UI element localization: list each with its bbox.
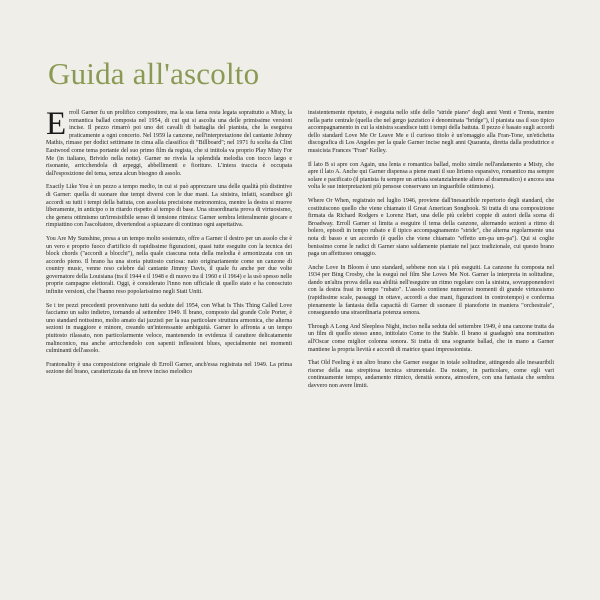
paragraph: [46, 303, 292, 356]
paragraph: [46, 184, 292, 230]
drop-cap: E: [46, 106, 67, 142]
text-columns: [46, 106, 554, 391]
paragraph: [308, 324, 554, 354]
paragraph-text: rroll Garner fu un prolifico compositore, ma la sua fama resta legata soprattutto a Misty, la romantica ballad composta nel 1954, di cui qui si ascolta una delle primissime versioni incise. Il pezzo rimarrò poi uno dei cavalli di battaglia del pianista, che la eseguiva praticamente a ogni concerto. Nel 1959 la canzone, nell'interpretazione del cantante Johnny Mathis, rimase per dodici settimane in cima alla classifica di "Billboard"; nel 1971 fu scelta da Clint Eastwood come tema portante del suo primo film da regista, che si intitola va proprio Play Misty For Me (in italiano, Brivido nella notte). Garner ne rivela la splendida melodia con tocco largo e risonante, arricchendola di arpeggi, abbellimenti e fioriture. L'intera traccia è occupata dall'esposizione del tema, senza alcun bisogno di assolo.: [46, 110, 292, 177]
paragraph: [46, 236, 292, 297]
paragraph: [308, 265, 554, 318]
paragraph-text: That Old Feeling è un altro brano che Garner esegue in totale solitudine, attingendo alle inesauribili risorse della sua strepitosa tecnica strumentale. Da notare, in particolare, come egli vari continuamente tempo, andamento ritmico, densità sonora, atmosfere, con una fantasia che sembra davvero non avere limiti.: [308, 360, 554, 389]
paragraph: [308, 110, 554, 156]
paragraph-text: insistentemente ripetuto, è eseguita nello stile dello "stride piano" degli anni Venti e Trenta, mentre nella parte centrale (quella che nel gergo jazzistico è denominata "bridge"), il pianista usa il suo tipico accompagnamento in cui la sinistra scandisce tutti i tempi della battuta. Il pezzo è basato sugli accordi dello standard Love Me Or Leave Me e il curioso titolo è un'omaggio alla Fran-Tone, un'etichetta discografica di Los Angeles per la quale Garner incise negli anni Quaranta, diretta dalla produttrice e musicista Frances "Fran" Kelley.: [308, 110, 554, 154]
paragraph-intro: [46, 106, 292, 178]
paragraph-text: Exactly Like You è un pezzo a tempo medio, in cui si può apprezzare una delle qualità più distintive di Garner: quella di suonare due tempi diversi con le due mani. La sinistra, infatti, scandisce gli accordi su tutti i tempi della battuta, con assoluta precisione metronomica, mentre la destra si muove liberamente, in anticipo o in ritardo rispetto al tempo di base. Una straordinaria prova di virtuosismo, che genera ottimismo un'irresistibile senso di tensione ritmica: Garner sembra letteralmente giocare e rimpiattino con l'ascoltatore, divertendosi a spiazzare di continuo ogni aspettativa.: [46, 184, 292, 229]
paragraph: [308, 162, 554, 192]
paragraph-text: Se i tre pezzi precedenti provenivano tutti da sedute del 1954, con What Is This Thing Called Love facciamo un salto indietro, tornando al settembre 1949. Il brano, composto dal grande Cole Porter, è uno standard notissimo, molto amato dai jazzisti per la sua particolare struttura armonica, che alterna sezioni in maggiore e minore, creando un'interessante ambiguità. Garner lo affronta a un tempo piuttosto rilassato, non particolarmente veloce, mantenendo in evidenza il carattere delicatamente malinconico, ma anche arricchendolo con sapenti inflessioni blues, specialmente nei momenti culminanti dell'assolo.: [46, 302, 292, 355]
paragraph-text: Frantonality è una composizione originale di Erroll Garner, anch'essa registrata nel 1949. La prima sezione del brano, caratterizzata da un breve inciso melodico: [46, 361, 292, 376]
right-column: [308, 110, 554, 391]
left-column: [46, 106, 292, 377]
paragraph-text: Anche Love In Bloom è uno standard, sebbene non sia i più eseguiti. La canzone fu composta nel 1934 per Bing Crosby, che la eseguì nel film She Loves Me Not. Garner la interpreta in solitudine, dando un'altra prova della sua abilità nell'eseguire un ritmo regolare con la sinistra, sovrapponendovi con la destra frasi in tempo "rubato". L'assolo contiene numerosi momenti di grande virtuosismo (rapidissime scale, passaggi in ottave, accordi a due mani, figurazioni in controtempo) e conferma pienamente la fantasia della capacità di Garner di suonare il pianoforte in maniera "orchestrale", conseguendo una straordinaria potenza sonora.: [308, 264, 554, 317]
paragraph: [46, 362, 292, 377]
paragraph: [308, 360, 554, 390]
paragraph-text: Through A Long And Sleepless Night, inciso nella seduta del settembre 1949, è una canzone tratta da un film di quello stesso anno, intitolato Come to the Stable. Il brano si guadagnò una nomination all'Oscar come miglior colonna sonora. Si tratta di una sognante ballad, che in mano a Garner mantiene la propria lievità e accordi di matrice quasi impressionista.: [308, 323, 554, 353]
paragraph-text: Il lato B si apre con Again, una lenta e romantica ballad, molto simile nell'andamento a Misty, che apre il lato A. Anche qui Garner dispensa a piene mani il suo lirismo espansivo, romantico ma sempre solare e pacificato (il pianista fu sempre un artista sostanzialmente alieno al drammatico) e ancora una volta le sue interpretazioni più pensose conservano un inguaribile ottimismo).: [308, 161, 554, 191]
paragraph-text: You Are My Sunshine, presa a un tempo molto sostenuto, offre a Garner il destro per un assolo che è un vero e proprio fuoco d'artificio di rapidissime figurazioni, quasi tutte eseguite con la tecnica dei block chords ("accordi a blocchi"), nella quale ciascuna nota della melodia è armonizzata con un accordo pieno. Il brano ha una storia piuttosto curiosa: nato originariamente come un canzone di country music, venne reso celebre dal cantante Jimmy Davis, il quale fu anche per due volte governatore della Louisiana (tra il 1944 e il 1948 e di nuovo tra il 1960 e il 1964) e la usò spesso nelle proprie campagne elettorali. Oggi, è considerato l'inno non ufficiale di quello stato e ha conosciuto infinite versioni, che l'hanno reso popolarissimo negli Stati Uniti.: [46, 235, 292, 296]
page-title: Guida all'ascolto: [48, 56, 260, 91]
paragraph-text: Where Or When, registrato nel luglio 1946, proviene dall'inesauribile repertorio degli standard, che costituiscono quello che viene chiamato il Great American Songbook. Si tratta di una composizione firmata da Richard Rodgers e Lorenz Hart, una delle più celebri coppie di autori della scena di Broadway. Erroll Garner si limita a eseguire il tema della canzone, alternando sezioni a ritmo di bolero, episodi in tempo rubato e il tipico accompagnamento "stride", che alterna regolarmente una nota di basso e un accordo (è quello che viene chiamato "effetto um-pa um-pa"). Qui si coglie benissimo come le radici di Garner siano saldamente piantate nel jazz tradizionale, cui questo brano paga un affettuoso omaggio.: [308, 197, 554, 258]
paragraph: [308, 198, 554, 259]
